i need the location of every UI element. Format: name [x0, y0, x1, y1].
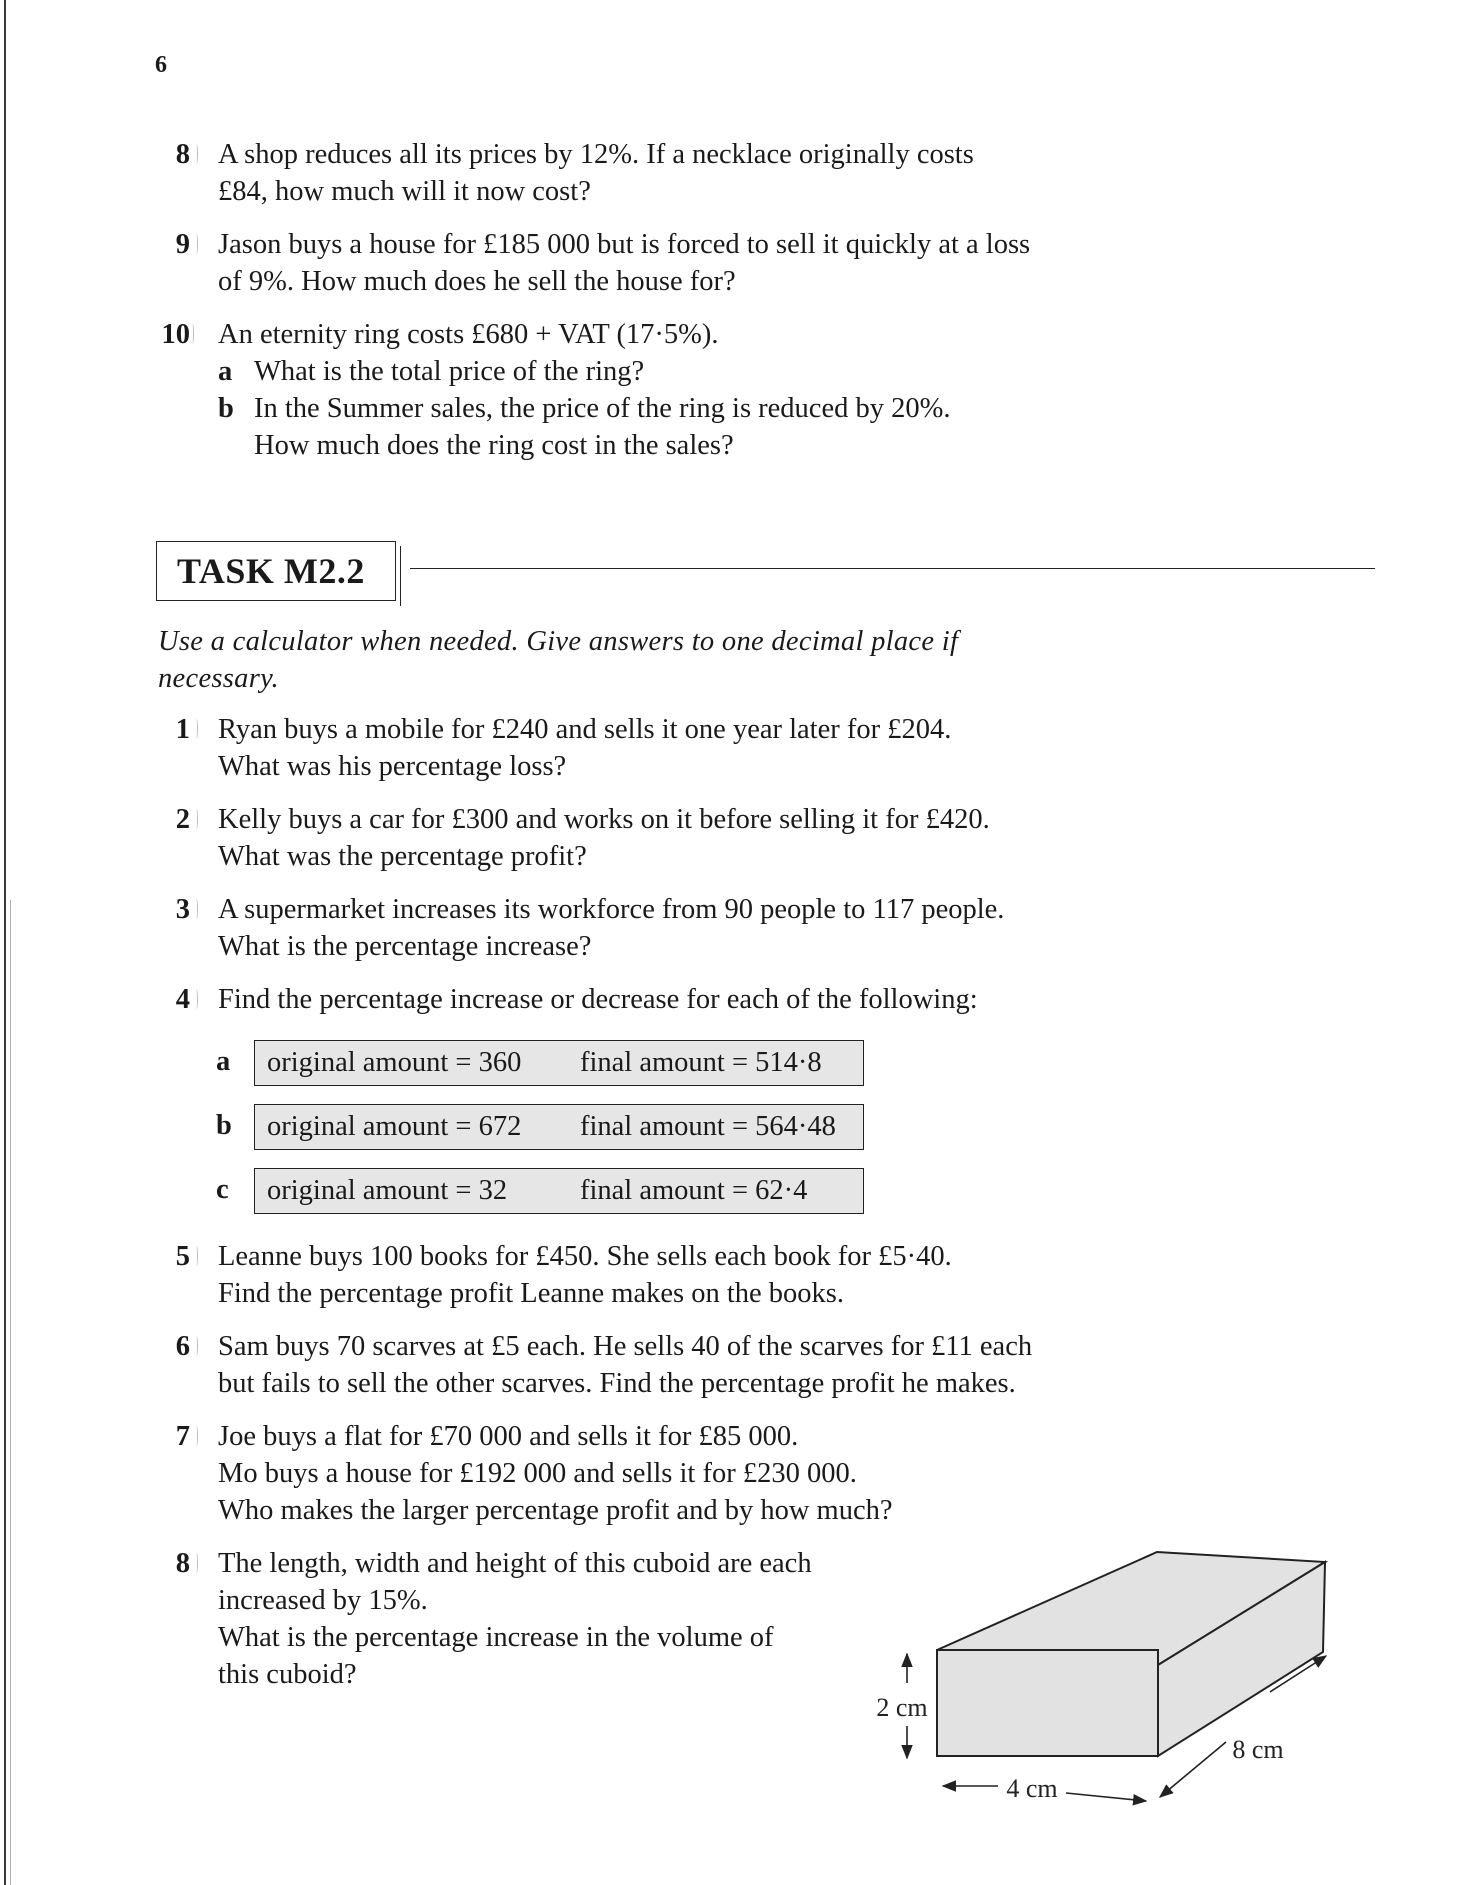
question-line: What is the percentage increase? [218, 931, 592, 962]
question-number: 8 [158, 136, 190, 173]
question-number: 4 [158, 981, 190, 1018]
original-amount: original amount = 360 [267, 1047, 522, 1078]
final-amount: final amount = 62·4 [580, 1175, 808, 1206]
length-label: 4 cm [1006, 1774, 1058, 1803]
depth-arrow [1160, 1742, 1226, 1797]
part-line: In the Summer sales, the price of the ring is reduced by 20%. [254, 393, 951, 424]
height-label: 2 cm [876, 1693, 928, 1722]
question-line: What was the percentage profit? [218, 841, 587, 872]
final-amount: final amount = 564·48 [580, 1111, 836, 1142]
part-label: a [218, 356, 233, 387]
part-line: What is the total price of the ring? [254, 356, 645, 387]
question-line: A supermarket increases its workforce from 90 people to 117 people. [218, 894, 1005, 925]
part-label: b [218, 393, 234, 424]
question-number: 1 [158, 711, 190, 748]
question-line: Sam buys 70 scarves at £5 each. He sells 40 of the scarves for £11 each [218, 1331, 1033, 1362]
question-number: 6 [158, 1328, 190, 1365]
question-line: Joe buys a flat for £70 000 and sells it for £85 000. [218, 1421, 799, 1452]
question-line: What is the percentage increase in the volume of [218, 1622, 774, 1653]
question-line: but fails to sell the other scarves. Find the percentage profit he makes. [218, 1368, 1016, 1399]
question-number: 3 [158, 891, 190, 928]
question-number: 10 [158, 316, 190, 353]
amount-label: c [216, 1174, 229, 1205]
question-number: 7 [158, 1418, 190, 1455]
question-number: 2 [158, 801, 190, 838]
question-line: Kelly buys a car for £300 and works on it before selling it for £420. [218, 804, 990, 835]
question-line: What was his percentage loss? [218, 751, 567, 782]
question-line: Who makes the larger percentage profit and by how much? [218, 1495, 893, 1526]
original-amount: original amount = 672 [267, 1111, 522, 1142]
question-line: Find the percentage increase or decrease for each of the following: [218, 984, 978, 1015]
task-title: TASK M2.2 [177, 551, 365, 591]
question-line: £84, how much will it now cost? [218, 176, 591, 207]
original-amount: original amount = 32 [267, 1175, 508, 1206]
instruction-line: Use a calculator when needed. Give answers to one decimal place if [158, 626, 959, 657]
question-line: A shop reduces all its prices by 12%. If a necklace originally costs [218, 139, 974, 170]
question-line: increased by 15%. [218, 1585, 428, 1616]
question-line: An eternity ring costs £680 + VAT (17·5%). [218, 319, 719, 350]
question-line: of 9%. How much does he sell the house for? [218, 266, 736, 297]
instruction-line: necessary. [158, 663, 279, 694]
final-amount: final amount = 514·8 [580, 1047, 822, 1078]
cuboid-front-face [937, 1650, 1158, 1756]
question-line: Leanne buys 100 books for £450. She sells each book for £5·40. [218, 1241, 952, 1272]
question-line: Jason buys a house for £185 000 but is forced to sell it quickly at a loss [218, 229, 1031, 260]
question-number: 5 [158, 1238, 190, 1275]
amount-label: a [216, 1046, 231, 1077]
amount-label: b [216, 1110, 232, 1141]
question-line: this cuboid? [218, 1659, 357, 1690]
question-line: Ryan buys a mobile for £240 and sells it one year later for £204. [218, 714, 952, 745]
part-line: How much does the ring cost in the sales? [254, 430, 734, 461]
question-line: Mo buys a house for £192 000 and sells it for £230 000. [218, 1458, 857, 1489]
question-number: 8 [158, 1545, 190, 1582]
question-number: 9 [158, 226, 190, 263]
page-number: 6 [155, 52, 167, 78]
length-arrow [1066, 1793, 1146, 1801]
question-line: The length, width and height of this cuboid are each [218, 1548, 812, 1579]
depth-label: 8 cm [1232, 1735, 1284, 1764]
question-line: Find the percentage profit Leanne makes on the books. [218, 1278, 845, 1309]
